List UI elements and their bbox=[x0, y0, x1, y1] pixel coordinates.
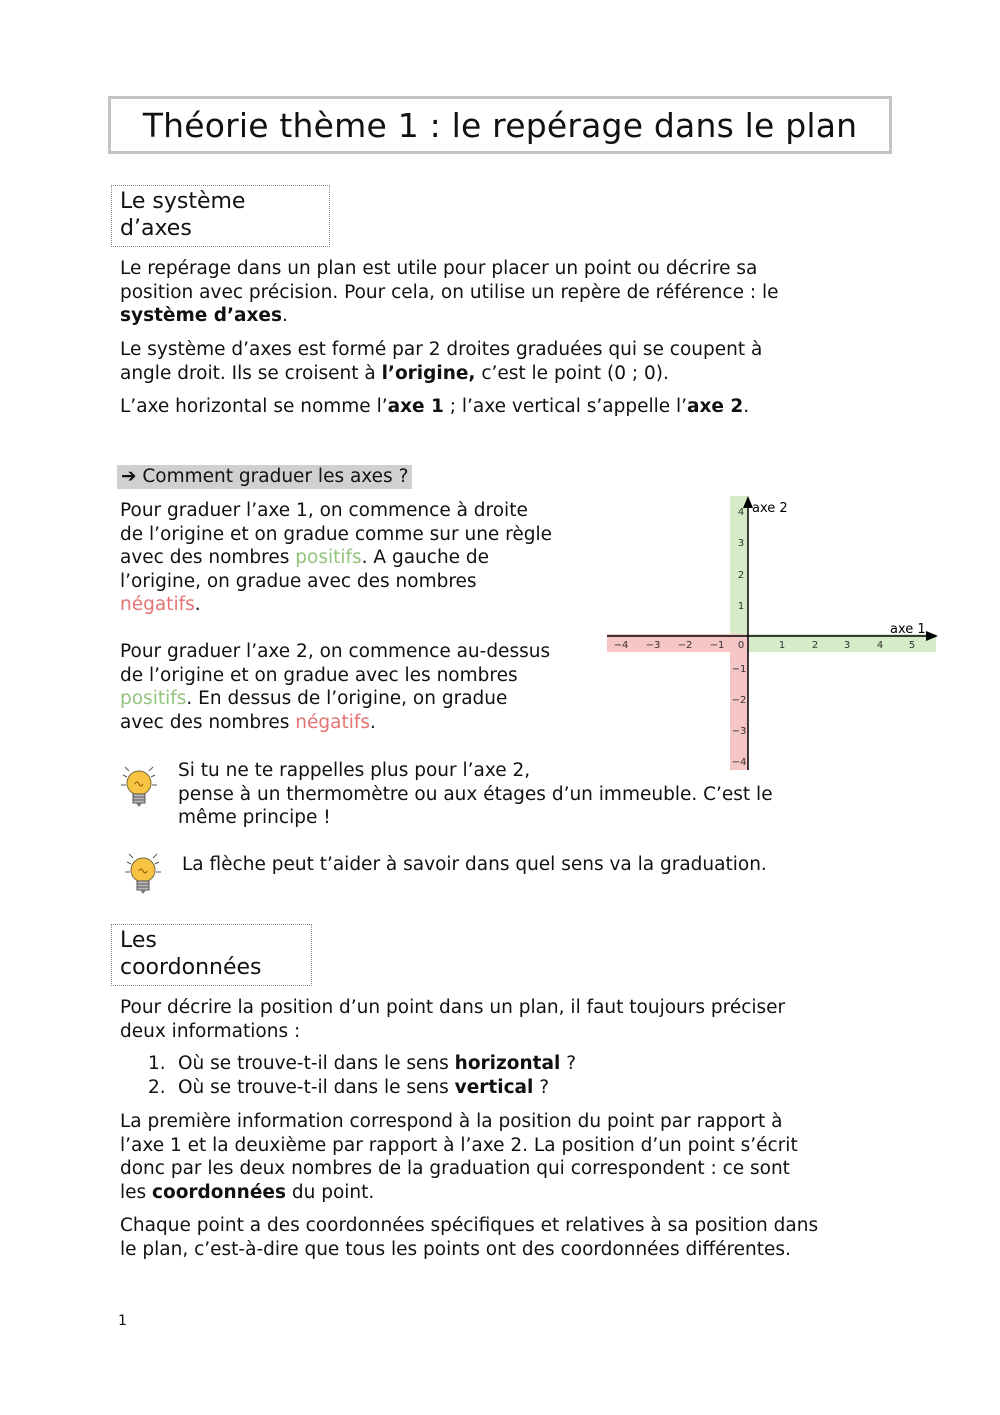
axis1-label: axe 1 bbox=[890, 622, 926, 637]
x-tick-label: 3 bbox=[843, 640, 851, 651]
text-line bbox=[120, 362, 762, 386]
text-line: La première information correspond à la position du point par rapport à bbox=[120, 1111, 783, 1132]
text-line: Pour décrire la position d’un point dans un plan, il faut toujours préciser bbox=[120, 997, 786, 1018]
lightbulb-icon bbox=[120, 763, 158, 809]
negative-word: négatifs bbox=[295, 711, 371, 733]
text-span: L’axe horizontal se nomme l’ bbox=[120, 396, 388, 417]
text-line: l’axe 1 et la deuxième par rapport à l’axe 2. La position d’un point s’écrit bbox=[120, 1134, 798, 1156]
list-item bbox=[148, 1052, 576, 1076]
text-line: Pour graduer l’axe 1, on commence à droite bbox=[120, 500, 528, 521]
text-line bbox=[120, 687, 550, 711]
text-span: . bbox=[370, 711, 376, 733]
text-span: Où se trouve-t-il dans le sens bbox=[178, 1053, 455, 1074]
page-number: 1 bbox=[118, 1313, 127, 1329]
bold-term: l’origine, bbox=[381, 362, 476, 384]
text-span: . bbox=[194, 594, 201, 615]
text-line bbox=[120, 1181, 798, 1205]
x-tick-label: 0 bbox=[737, 640, 745, 651]
bold-term: vertical bbox=[454, 1077, 534, 1098]
x-tick-label: 2 bbox=[811, 640, 819, 651]
text-line: Si tu ne te rappelles plus pour l’axe 2, bbox=[178, 760, 531, 781]
y-tick-label: 3 bbox=[737, 538, 745, 549]
y-tick-label: −1 bbox=[731, 664, 747, 675]
text-span: . bbox=[281, 305, 288, 326]
text-span: avec des nombres bbox=[120, 711, 296, 733]
text-line bbox=[120, 304, 779, 328]
paragraph-axis2-graduation bbox=[120, 640, 550, 734]
text-span: du point. bbox=[285, 1181, 375, 1203]
x-tick-label: −4 bbox=[613, 640, 629, 651]
text-line bbox=[120, 711, 550, 735]
page-title: Théorie thème 1 : le repérage dans le plan bbox=[108, 96, 892, 154]
text-span: . bbox=[743, 396, 750, 417]
list-number: 1. bbox=[148, 1053, 166, 1074]
text-span: Où se trouve-t-il dans le sens bbox=[178, 1077, 455, 1098]
y-tick-label: 4 bbox=[737, 507, 745, 518]
section-heading-line: coordonnées bbox=[120, 955, 262, 980]
numbered-list bbox=[148, 1052, 576, 1100]
tip-arrow: La flèche peut t’aider à savoir dans quel sens va la graduation. bbox=[182, 854, 767, 875]
x-tick-label: 1 bbox=[778, 640, 786, 651]
bold-term: axe 1 bbox=[387, 396, 444, 417]
text-line: de l’origine et on gradue avec les nombres bbox=[120, 664, 518, 686]
bold-term: horizontal bbox=[454, 1053, 561, 1074]
text-span: angle droit. Ils se croisent à bbox=[120, 362, 382, 384]
text-line: l’origine, on gradue avec des nombres bbox=[120, 570, 477, 592]
positive-word: positifs bbox=[120, 688, 187, 709]
list-item bbox=[148, 1076, 576, 1100]
text-span: avec des nombres bbox=[120, 547, 296, 568]
x-tick-label: 5 bbox=[908, 640, 916, 651]
paragraph-origin bbox=[120, 338, 762, 385]
list-number: 2. bbox=[148, 1077, 166, 1098]
text-span: ; l’axe vertical s’appelle l’ bbox=[443, 396, 688, 417]
x-tick-label: −3 bbox=[645, 640, 661, 651]
text-span: les bbox=[120, 1181, 153, 1203]
section-heading-line: Le système bbox=[120, 189, 246, 214]
bold-term: axe 2 bbox=[687, 396, 744, 417]
text-span: . A gauche de bbox=[361, 547, 490, 568]
y-tick-label: 1 bbox=[737, 601, 745, 612]
text-span: ? bbox=[533, 1077, 550, 1098]
text-line: même principe ! bbox=[178, 807, 331, 828]
text-line: Le repérage dans un plan est utile pour placer un point ou décrire sa bbox=[120, 258, 758, 279]
text-line: Chaque point a des coordonnées spécifiques et relatives à sa position dans bbox=[120, 1215, 819, 1236]
section-heading-axes bbox=[111, 185, 330, 247]
text-line bbox=[120, 593, 552, 617]
section-heading-line: d’axes bbox=[120, 216, 192, 241]
text-line: position avec précision. Pour cela, on utilise un repère de référence : le bbox=[120, 281, 779, 303]
text-line: le plan, c’est-à-dire que tous les points ont des coordonnées différentes. bbox=[120, 1238, 791, 1260]
paragraph-coordinates bbox=[120, 1110, 798, 1204]
text-line: donc par les deux nombres de la graduation qui correspondent : ce sont bbox=[120, 1158, 790, 1179]
axes-figure bbox=[600, 490, 945, 775]
text-line bbox=[120, 546, 552, 570]
axis2-label: axe 2 bbox=[752, 501, 788, 516]
paragraph-axis1-graduation bbox=[120, 499, 552, 617]
y-tick-label: 2 bbox=[737, 570, 745, 581]
section-heading-coordinates bbox=[111, 924, 312, 986]
negative-word: négatifs bbox=[120, 594, 195, 615]
subsection-heading: ➔ Comment graduer les axes ? bbox=[117, 465, 412, 489]
y-tick-label: −2 bbox=[731, 695, 747, 706]
bold-term: coordonnées bbox=[152, 1181, 286, 1203]
text-span: . En dessus de l’origine, on gradue bbox=[186, 688, 508, 709]
text-line: deux informations : bbox=[120, 1020, 301, 1042]
x-tick-label: −1 bbox=[709, 640, 725, 651]
y-tick-label: −4 bbox=[731, 757, 747, 768]
paragraph-axis-names bbox=[120, 395, 749, 419]
text-span: ? bbox=[560, 1053, 577, 1074]
tip-thermometer bbox=[178, 759, 773, 830]
lightbulb-icon bbox=[124, 850, 162, 896]
paragraph-intro bbox=[120, 257, 779, 328]
text-line: de l’origine et on gradue comme sur une règle bbox=[120, 523, 553, 545]
text-line: Pour graduer l’axe 2, on commence au-dessus bbox=[120, 641, 551, 662]
text-line: pense à un thermomètre ou aux étages d’un immeuble. C’est le bbox=[178, 783, 773, 805]
bold-term: système d’axes bbox=[120, 305, 282, 326]
paragraph-unique bbox=[120, 1214, 818, 1261]
positive-word: positifs bbox=[295, 547, 362, 568]
text-line: Le système d’axes est formé par 2 droites graduées qui se coupent à bbox=[120, 339, 763, 360]
x-tick-label: −2 bbox=[677, 640, 693, 651]
y-tick-label: −3 bbox=[731, 726, 747, 737]
section-heading-line: Les bbox=[120, 928, 157, 953]
paragraph-position bbox=[120, 996, 785, 1043]
text-span: c’est le point (0 ; 0). bbox=[475, 362, 669, 384]
x-tick-label: 4 bbox=[876, 640, 884, 651]
text-line bbox=[120, 395, 749, 419]
